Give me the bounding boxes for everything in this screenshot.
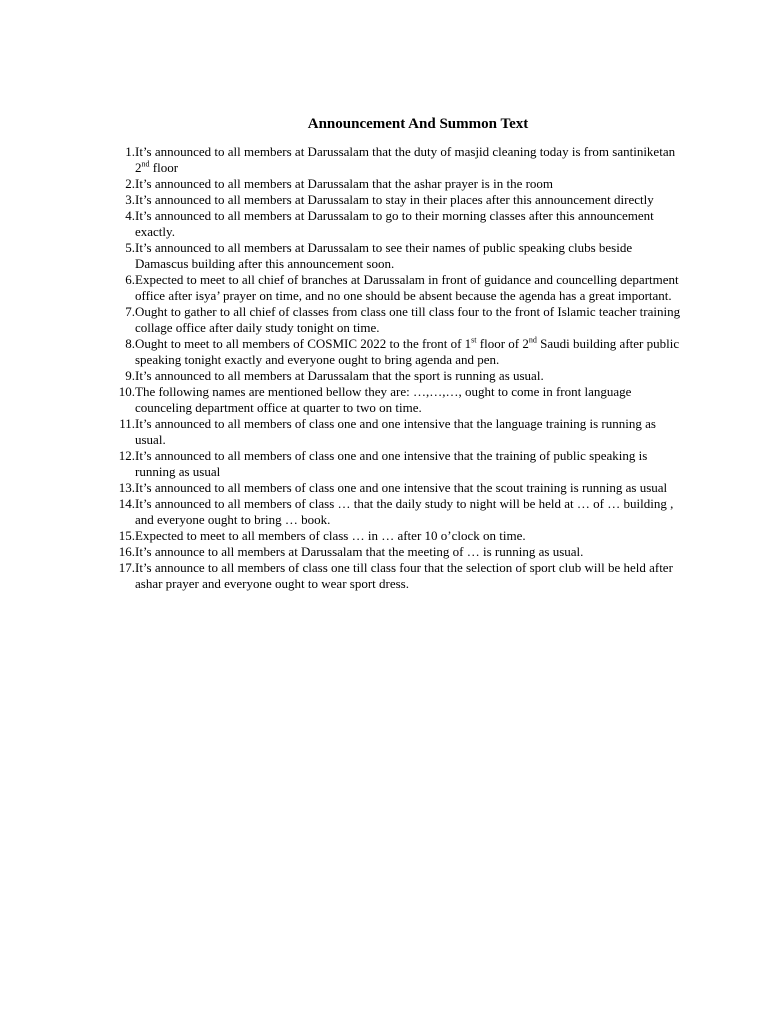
- list-item: [102, 384, 682, 416]
- list-item: [102, 560, 682, 592]
- list-item: [102, 448, 682, 480]
- list-item: [102, 240, 682, 272]
- list-item-number: [102, 480, 135, 496]
- list-item-text-segment: Ought to gather to all chief of classes from class one till class four to the front of Islamic teacher training collage office after daily study tonight on time.: [135, 304, 681, 335]
- list-item-text: [135, 368, 682, 384]
- list-item: [102, 304, 682, 336]
- list-item-number: [102, 208, 135, 240]
- list-item-text-segment: It’s announced to all members of class one and one intensive that the training of public speaking is running as usual: [135, 448, 648, 479]
- list-item-number: [102, 544, 135, 560]
- list-item-text: [135, 496, 682, 528]
- list-item: [102, 416, 682, 448]
- list-item-number: [102, 496, 135, 528]
- list-item-number: [102, 272, 135, 304]
- list-item-number-text: 12.: [118, 448, 135, 463]
- list-item-text: [135, 176, 682, 192]
- list-item-number-text: 3.: [125, 192, 135, 207]
- list-item-text: [135, 192, 682, 208]
- list-item-number: [102, 528, 135, 544]
- list-item: [102, 176, 682, 192]
- list-item-text-segment: It’s announced to all members at Darussalam that the duty of masjid cleaning today is from santiniketan 2: [135, 144, 676, 175]
- list-item: [102, 528, 682, 544]
- list-item: [102, 544, 682, 560]
- list-item: [102, 496, 682, 528]
- list-item-number-text: 2.: [125, 176, 135, 191]
- list-item-number-text: 17.: [118, 560, 135, 575]
- list-item-number-text: 16.: [118, 544, 135, 559]
- list-item-text-segment: Expected to meet to all members of class … in … after 10 o’clock on time.: [135, 528, 526, 543]
- list-item-number-text: 9.: [125, 368, 135, 383]
- list-item-text-segment: floor of 2: [476, 336, 529, 351]
- list-item-number-text: 5.: [125, 240, 135, 255]
- list-item: [102, 192, 682, 208]
- list-item-text-segment: It’s announced to all members at Darussalam that the sport is running as usual.: [135, 368, 544, 383]
- list-item-number-text: 14.: [118, 496, 135, 511]
- list-item-text-segment: Expected to meet to all chief of branches at Darussalam in front of guidance and councelling department office after isya’ prayer on time, and no one should be absent because the agenda has a great important.: [135, 272, 679, 303]
- list-item-text: [135, 240, 682, 272]
- ordinal-suffix: nd: [528, 335, 537, 345]
- ordinal-suffix: nd: [141, 159, 150, 169]
- list-item-number: [102, 416, 135, 448]
- list-item-text-segment: It’s announced to all members of class one and one intensive that the scout training is running as usual: [135, 480, 668, 495]
- list-item-text: [135, 144, 682, 176]
- list-item-text-segment: It’s announce to all members at Darussalam that the meeting of … is running as usual.: [135, 544, 584, 559]
- list-item-text: [135, 528, 682, 544]
- list-item: [102, 272, 682, 304]
- list-item-text-segment: Ought to meet to all members of COSMIC 2022 to the front of 1: [135, 336, 472, 351]
- list-item-number-text: 13.: [118, 480, 135, 495]
- list-item-text-segment: It’s announced to all members at Darussalam that the ashar prayer is in the room: [135, 176, 554, 191]
- list-item-number: [102, 448, 135, 480]
- list-item-number: [102, 176, 135, 192]
- list-item-number-text: 4.: [125, 208, 135, 223]
- list-item-text-segment: floor: [149, 160, 179, 175]
- list-item: [102, 368, 682, 384]
- list-item-text: [135, 272, 682, 304]
- list-item-text: [135, 544, 682, 560]
- list-item-number-text: 7.: [125, 304, 135, 319]
- list-item: [102, 336, 682, 368]
- list-item-text: [135, 304, 682, 336]
- list-item-number: [102, 384, 135, 416]
- list-item-text-segment: It’s announced to all members of class … that the daily study to night will be held at … of … building , and everyone ought to bring … book.: [135, 496, 674, 527]
- list-item-number-text: 10.: [118, 384, 135, 399]
- announcement-list: [102, 144, 682, 592]
- list-item-text-segment: The following names are mentioned bellow they are: …,…,…, ought to come in front language counceling department office at quarter to two on time.: [135, 384, 632, 415]
- list-item-text-segment: It’s announced to all members at Darussalam to stay in their places after this announcement directly: [135, 192, 654, 207]
- list-item-text: [135, 448, 682, 480]
- list-item-text-segment: Saudi building after public speaking tonight exactly and everyone ought to bring agenda and pen.: [135, 336, 680, 367]
- list-item-text: [135, 336, 682, 368]
- list-item-number-text: 15.: [118, 528, 135, 543]
- list-item-number-text: 6.: [125, 272, 135, 287]
- list-item-text-segment: It’s announced to all members at Darussalam to go to their morning classes after this announcement exactly.: [135, 208, 654, 239]
- ordinal-suffix: st: [471, 335, 477, 345]
- list-item-number-text: 11.: [119, 416, 135, 431]
- list-item-text: [135, 560, 682, 592]
- list-item-number: [102, 144, 135, 176]
- document-title: Announcement And Summon Text: [307, 116, 529, 132]
- list-item-number-text: 1.: [125, 144, 135, 159]
- list-item-text-segment: It’s announced to all members of class one and one intensive that the language training is running as usual.: [135, 416, 656, 447]
- list-item-number: [102, 304, 135, 336]
- list-item-number-text: 8.: [125, 336, 135, 351]
- list-item: [102, 480, 682, 496]
- list-item-text: [135, 384, 682, 416]
- list-item: [102, 208, 682, 240]
- list-item-number: [102, 240, 135, 272]
- list-item: [102, 144, 682, 176]
- list-item-number: [102, 192, 135, 208]
- list-item-number: [102, 336, 135, 368]
- list-item-text: [135, 480, 682, 496]
- list-item-number: [102, 560, 135, 592]
- list-item-number: [102, 368, 135, 384]
- list-item-text-segment: It’s announced to all members at Darussalam to see their names of public speaking clubs beside Damascus building after this announcement soon.: [135, 240, 633, 271]
- list-item-text: [135, 208, 682, 240]
- list-item-text: [135, 416, 682, 448]
- list-item-text-segment: It’s announce to all members of class one till class four that the selection of sport club will be held after ashar prayer and everyone ought to wear sport dress.: [135, 560, 673, 591]
